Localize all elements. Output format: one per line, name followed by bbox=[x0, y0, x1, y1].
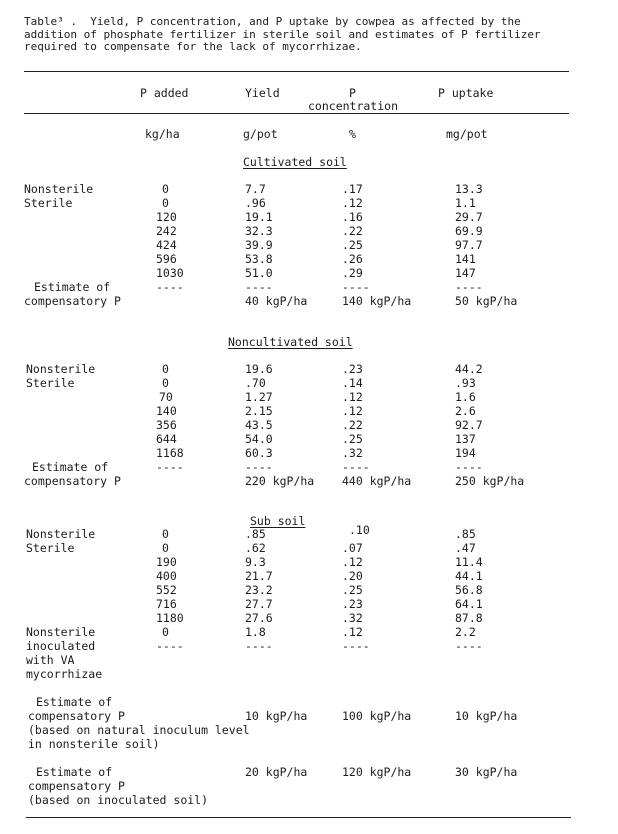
estimate-label: compensatory P bbox=[28, 779, 125, 793]
cell-uptake: .47 bbox=[455, 541, 476, 555]
row-label: Nonsterile bbox=[26, 362, 96, 376]
cell-conc: .12 bbox=[342, 555, 363, 569]
estimate-note: (based on inoculated soil) bbox=[28, 793, 209, 807]
cell-conc: .12 bbox=[342, 625, 363, 639]
unit-yield: g/pot bbox=[243, 127, 278, 141]
cell-p: 242 bbox=[156, 224, 177, 238]
cell-yield: 19.6 bbox=[245, 362, 273, 376]
estimate-note: (based on natural inoculum level bbox=[28, 723, 250, 737]
cell-yield: 27.7 bbox=[245, 597, 273, 611]
cell-p: 0 bbox=[162, 527, 169, 541]
section-title-subsoil: Sub soil bbox=[250, 514, 306, 528]
cell-yield: 43.5 bbox=[245, 418, 273, 432]
estimate-uptake: 250 kgP/ha bbox=[455, 474, 525, 488]
cell-conc: .22 bbox=[342, 418, 363, 432]
cell-yield: 7.7 bbox=[245, 182, 266, 196]
estimate-uptake: 30 kgP/ha bbox=[455, 765, 518, 779]
cell-yield: .96 bbox=[245, 196, 266, 210]
cell-yield: 19.1 bbox=[245, 210, 273, 224]
dash-conc: ---- bbox=[342, 639, 370, 653]
dash-uptake: ---- bbox=[455, 280, 483, 294]
cell-yield: 53.8 bbox=[245, 252, 273, 266]
cell-yield: 27.6 bbox=[245, 611, 273, 625]
cell-yield: 60.3 bbox=[245, 446, 273, 460]
cell-uptake: 97.7 bbox=[455, 238, 483, 252]
cell-conc: .16 bbox=[342, 210, 363, 224]
dash-p: ---- bbox=[156, 460, 184, 474]
dash-conc: ---- bbox=[342, 280, 370, 294]
cell-uptake: 2.2 bbox=[455, 625, 476, 639]
cell-uptake: 13.3 bbox=[455, 182, 483, 196]
cell-conc: .20 bbox=[342, 569, 363, 583]
cell-p: 424 bbox=[156, 238, 177, 252]
cell-conc: .32 bbox=[342, 611, 363, 625]
dash-yield: ---- bbox=[245, 639, 273, 653]
cell-p: 0 bbox=[162, 625, 169, 639]
cell-conc: .22 bbox=[342, 224, 363, 238]
top-rule bbox=[24, 71, 569, 72]
cell-p: 644 bbox=[156, 432, 177, 446]
header-p-uptake: P uptake bbox=[438, 86, 494, 100]
dash-yield: ---- bbox=[245, 280, 273, 294]
estimate-label: Estimate of bbox=[36, 765, 113, 779]
cell-yield: 21.7 bbox=[245, 569, 273, 583]
cell-uptake: 1.1 bbox=[455, 196, 476, 210]
unit-uptake: mg/pot bbox=[446, 127, 488, 141]
cell-p: 0 bbox=[162, 196, 169, 210]
estimate-yield: 20 kgP/ha bbox=[245, 765, 308, 779]
cell-p: 70 bbox=[159, 390, 173, 404]
cell-conc: .12 bbox=[342, 404, 363, 418]
cell-conc: .14 bbox=[342, 376, 363, 390]
cell-conc: .29 bbox=[342, 266, 363, 280]
cell-yield: 1.8 bbox=[245, 625, 266, 639]
cell-p: 0 bbox=[162, 182, 169, 196]
dash-yield: ---- bbox=[245, 460, 273, 474]
section-title-cultivated: Cultivated soil bbox=[243, 155, 347, 169]
cell-conc: .25 bbox=[342, 583, 363, 597]
cell-p: 1168 bbox=[156, 446, 184, 460]
cell-uptake: 141 bbox=[455, 252, 476, 266]
cell-conc: .10 bbox=[349, 523, 370, 537]
estimate-conc: 120 kgP/ha bbox=[342, 765, 412, 779]
estimate-yield: 10 kgP/ha bbox=[245, 709, 308, 723]
cell-p: 356 bbox=[156, 418, 177, 432]
cell-yield: 39.9 bbox=[245, 238, 273, 252]
cell-uptake: 11.4 bbox=[455, 555, 483, 569]
cell-yield: 2.15 bbox=[245, 404, 273, 418]
cell-yield: 51.0 bbox=[245, 266, 273, 280]
cell-conc: .25 bbox=[342, 238, 363, 252]
estimate-label: compensatory P bbox=[24, 474, 121, 488]
cell-yield: 23.2 bbox=[245, 583, 273, 597]
row-label: Nonsterile bbox=[24, 182, 94, 196]
cell-uptake: 147 bbox=[455, 266, 476, 280]
cell-yield: 54.0 bbox=[245, 432, 273, 446]
cell-p: 0 bbox=[162, 541, 169, 555]
cell-p: 0 bbox=[162, 362, 169, 376]
cell-yield: .70 bbox=[245, 376, 266, 390]
estimate-conc: 440 kgP/ha bbox=[342, 474, 412, 488]
row-label-continued: inoculated bbox=[26, 639, 96, 653]
cell-p: 1180 bbox=[156, 611, 184, 625]
unit-p-added: kg/ha bbox=[145, 127, 180, 141]
dash-uptake: ---- bbox=[455, 639, 483, 653]
cell-conc: .26 bbox=[342, 252, 363, 266]
cell-conc: .17 bbox=[342, 182, 363, 196]
cell-uptake: 44.2 bbox=[455, 362, 483, 376]
cell-yield: 9.3 bbox=[245, 555, 266, 569]
estimate-conc: 100 kgP/ha bbox=[342, 709, 412, 723]
cell-uptake: 87.8 bbox=[455, 611, 483, 625]
cell-p: 190 bbox=[156, 555, 177, 569]
cell-uptake: 69.9 bbox=[455, 224, 483, 238]
header-p-added: P added bbox=[140, 86, 189, 100]
row-label: Sterile bbox=[24, 196, 73, 210]
row-label: Nonsterile bbox=[26, 527, 96, 541]
estimate-note: in nonsterile soil) bbox=[28, 737, 160, 751]
cell-uptake: 92.7 bbox=[455, 418, 483, 432]
header-p-conc-1: P bbox=[349, 86, 356, 100]
cell-uptake: 2.6 bbox=[455, 404, 476, 418]
cell-conc: .12 bbox=[342, 196, 363, 210]
cell-uptake: 194 bbox=[455, 446, 476, 460]
section-title-noncultivated: Noncultivated soil bbox=[228, 335, 353, 349]
cell-conc: .23 bbox=[342, 362, 363, 376]
unit-conc: % bbox=[349, 127, 356, 141]
cell-p: 596 bbox=[156, 252, 177, 266]
bottom-rule bbox=[26, 817, 571, 818]
cell-p: 0 bbox=[162, 376, 169, 390]
cell-conc: .32 bbox=[342, 446, 363, 460]
estimate-label: Estimate of bbox=[34, 280, 111, 294]
estimate-conc: 140 kgP/ha bbox=[342, 294, 412, 308]
estimate-label: Estimate of bbox=[32, 460, 109, 474]
cell-uptake: 56.8 bbox=[455, 583, 483, 597]
estimate-label: compensatory P bbox=[24, 294, 121, 308]
row-label-continued: with VA bbox=[26, 653, 75, 667]
dash-p: ---- bbox=[156, 280, 184, 294]
cell-conc: .12 bbox=[342, 390, 363, 404]
cell-uptake: 44.1 bbox=[455, 569, 483, 583]
estimate-uptake: 50 kgP/ha bbox=[455, 294, 518, 308]
header-p-conc-2: concentration bbox=[308, 99, 399, 113]
cell-conc: .07 bbox=[342, 541, 363, 555]
cell-p: 120 bbox=[156, 210, 177, 224]
estimate-label: compensatory P bbox=[28, 709, 125, 723]
cell-p: 400 bbox=[156, 569, 177, 583]
row-label: Sterile bbox=[26, 376, 75, 390]
cell-p: 716 bbox=[156, 597, 177, 611]
cell-yield: 1.27 bbox=[245, 390, 273, 404]
cell-uptake: 29.7 bbox=[455, 210, 483, 224]
dash-uptake: ---- bbox=[455, 460, 483, 474]
header-rule bbox=[24, 113, 569, 114]
dash-conc: ---- bbox=[342, 460, 370, 474]
table-caption: Table³ . Yield, P concentration, and P uptake by cowpea as affected by the addition of phosphate fertilizer in sterile soil and estimates of P fertilizer required to compensate for the lack of mycorrhizae. bbox=[24, 15, 541, 53]
cell-conc: .23 bbox=[342, 597, 363, 611]
estimate-yield: 220 kgP/ha bbox=[245, 474, 315, 488]
cell-uptake: .85 bbox=[455, 527, 476, 541]
cell-uptake: .93 bbox=[455, 376, 476, 390]
cell-conc: .25 bbox=[342, 432, 363, 446]
dash-p: ---- bbox=[156, 639, 184, 653]
row-label: Nonsterile bbox=[26, 625, 96, 639]
cell-p: 1030 bbox=[156, 266, 184, 280]
cell-p: 552 bbox=[156, 583, 177, 597]
cell-uptake: 1.6 bbox=[455, 390, 476, 404]
estimate-uptake: 10 kgP/ha bbox=[455, 709, 518, 723]
cell-yield: 32.3 bbox=[245, 224, 273, 238]
estimate-label: Estimate of bbox=[36, 695, 113, 709]
cell-yield: .85 bbox=[245, 527, 266, 541]
cell-p: 140 bbox=[156, 404, 177, 418]
header-yield: Yield bbox=[245, 86, 280, 100]
row-label: Sterile bbox=[26, 541, 75, 555]
cell-yield: .62 bbox=[245, 541, 266, 555]
row-label-continued: mycorrhizae bbox=[26, 667, 103, 681]
cell-uptake: 137 bbox=[455, 432, 476, 446]
cell-uptake: 64.1 bbox=[455, 597, 483, 611]
estimate-yield: 40 kgP/ha bbox=[245, 294, 308, 308]
